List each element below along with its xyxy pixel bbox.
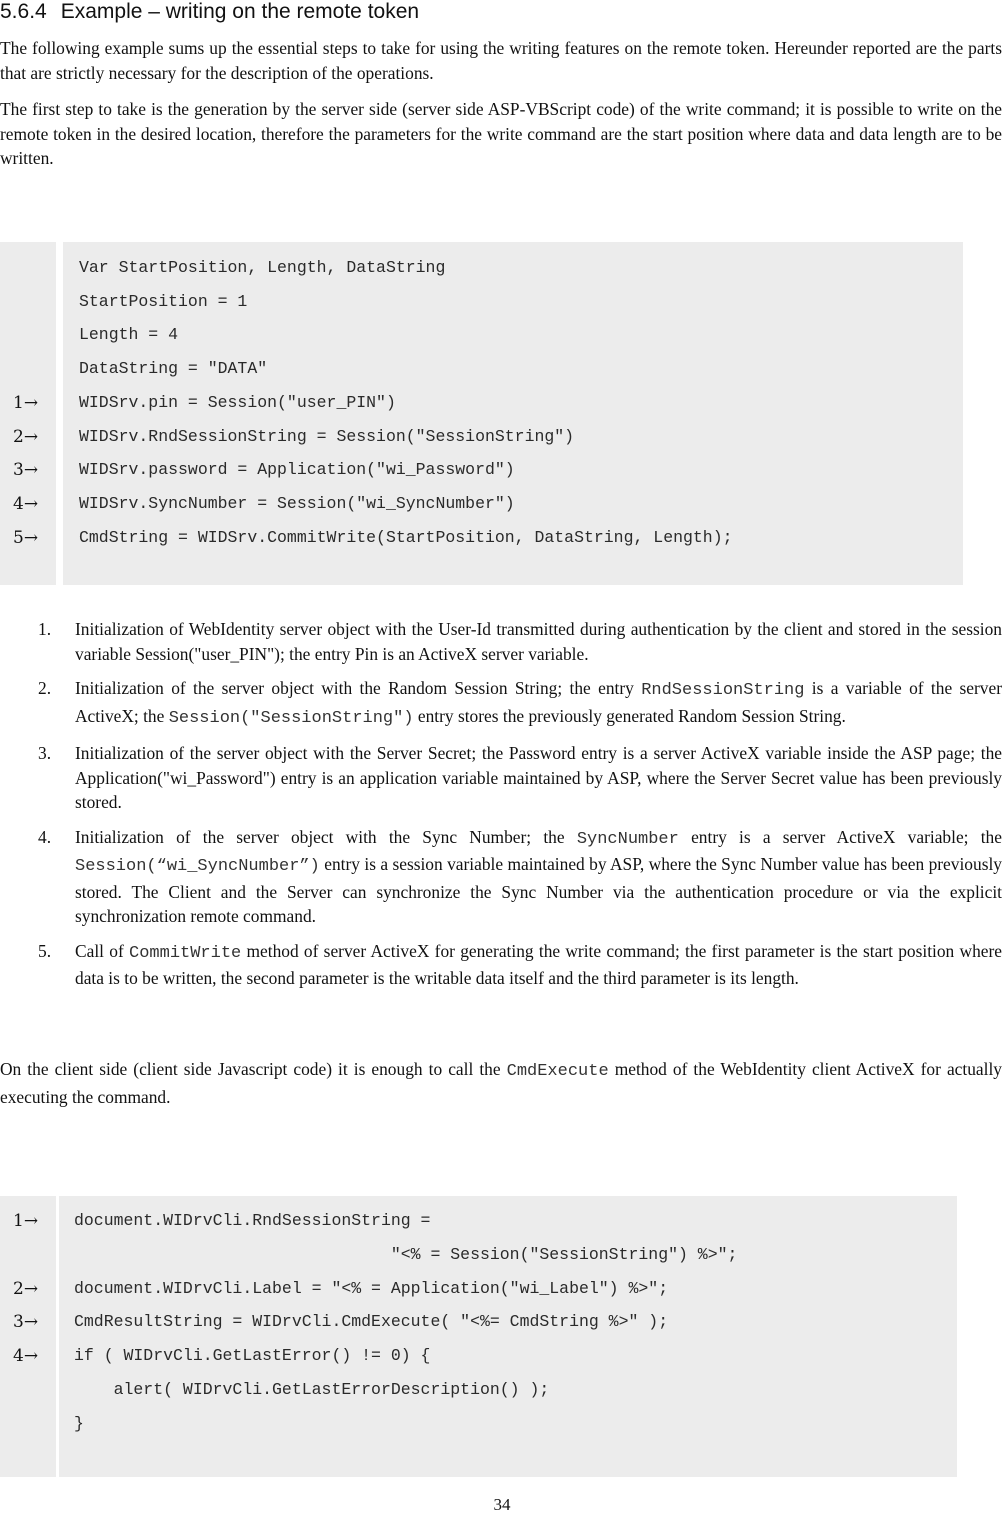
list-item-text: [75, 619, 1002, 664]
code-line: Length = 4: [79, 325, 179, 345]
client-code-gutter: [0, 1196, 56, 1477]
code-line: alert( WIDrvCli.GetLastErrorDescription() );: [74, 1380, 550, 1399]
text-run: On the client side (client side Javascript code) it is enough to call the: [0, 1059, 507, 1079]
list-item-text: [75, 743, 1002, 812]
line-marker: 3→: [13, 460, 39, 481]
list-item-text: [75, 941, 1002, 989]
step-list: [0, 617, 1002, 1001]
line-marker: 4→: [13, 1346, 39, 1367]
code-line: WIDSrv.SyncNumber = Session("wi_SyncNumber"): [79, 493, 515, 513]
text-run: entry is a session variable maintained by ASP, where the Sync Number value has been previously stored. The Client and the Server can synchronize the Sync Number via the authentication procedure or via the explicit synchronization remote command.: [75, 854, 1002, 926]
code-line: WIDSrv.RndSessionString = Session("SessionString"): [79, 426, 575, 446]
page-number: 34: [493, 1495, 511, 1514]
line-marker: 2→: [13, 1278, 39, 1299]
list-item-number: 3.: [38, 743, 52, 763]
code-line: if ( WIDrvCli.GetLastError() != 0) {: [74, 1346, 431, 1366]
code-line: Var StartPosition, Length, DataString: [79, 258, 446, 277]
client-intro-paragraph: [0, 1057, 1002, 1109]
inline-code: Session("SessionString"): [168, 708, 414, 728]
intro-paragraph-1: The following example sums up the essential steps to take for using the writing features on the remote token. Hereunder reported are the parts that are strictly necessary for the description of the operations.: [0, 38, 1002, 83]
code-line: "<% = Session("SessionString") %>";: [74, 1244, 738, 1264]
intro-paragraph-2: The first step to take is the generation by the server side (server side ASP-VBScript code) of the write command; it is possible to write on the remote token in the desired location, therefore the parameters for the write command are the start position where data and data length are to be written.: [0, 99, 1002, 168]
list-item: [0, 825, 1002, 929]
text-run: entry is a server ActiveX variable; the: [678, 826, 1002, 847]
list-item-number: 1.: [38, 619, 52, 639]
code-line: document.WIDrvCli.Label = "<% = Application("wi_Label") %>";: [74, 1278, 669, 1298]
code-line: DataString = "DATA": [79, 359, 268, 379]
code-line: }: [74, 1413, 84, 1433]
list-item-text: [75, 827, 1002, 927]
code-line: CmdString = WIDSrv.CommitWrite(StartPosition, DataString, Length);: [79, 527, 733, 547]
list-item-text: [75, 678, 1002, 726]
text-run: Initialization of the server object with the Server Secret; the Password entry is a server ActiveX variable inside the ASP page; the Application("wi_Password") entry is an application variable maintained by ASP, where the Server Secret value has been previously stored.: [75, 743, 1002, 812]
text-run: method of server ActiveX for generating the write command; the first parameter is the start position where data is to be written, the second parameter is the writable data itself and the third parameter is its length.: [75, 940, 1003, 988]
line-marker: 5→: [13, 527, 39, 548]
line-marker: 2→: [13, 426, 39, 447]
line-marker: 1→: [13, 392, 39, 413]
text-run: method of the WebIdentity client ActiveX for actually executing the command.: [0, 1059, 1002, 1107]
section-number: 5.6.4: [0, 0, 47, 23]
list-item: [0, 939, 1002, 991]
section-title: Example – writing on the remote token: [60, 0, 420, 23]
text-run: is a variable of the server ActiveX; the: [75, 678, 1003, 726]
code-line: StartPosition = 1: [79, 291, 248, 311]
inline-code: RndSessionString: [641, 681, 805, 700]
list-item-number: 4.: [38, 826, 52, 847]
text-run: Initialization of WebIdentity server object with the User-Id transmitted during authentication by the client and stored in the session variable Session("user_PIN"); the entry Pin is an ActiveX server variable.: [75, 619, 1002, 664]
inline-code: CommitWrite: [129, 943, 242, 963]
text-run: Call of: [75, 940, 130, 961]
list-item: [0, 617, 1002, 666]
code-line: document.WIDrvCli.RndSessionString =: [74, 1211, 431, 1230]
code-line: WIDSrv.password = Application("wi_Password"): [79, 460, 515, 480]
list-item: [0, 676, 1002, 731]
section-heading: [0, 0, 419, 24]
line-marker: 4→: [13, 493, 39, 514]
text-run: Initialization of the server object with the Sync Number; the: [75, 826, 577, 847]
text-run: Initialization of the server object with the Random Session String; the entry: [75, 678, 642, 698]
inline-code: CmdExecute: [506, 1062, 609, 1081]
inline-code: Session(“wi_SyncNumber”): [75, 857, 320, 876]
text-run: entry stores the previously generated Random Session String.: [413, 705, 846, 726]
code-line: CmdResultString = WIDrvCli.CmdExecute( "<%= CmdString %>" );: [74, 1312, 669, 1332]
inline-code: SyncNumber: [576, 829, 679, 849]
list-item-number: 2.: [38, 678, 52, 698]
list-item-number: 5.: [38, 940, 52, 961]
code-line: WIDSrv.pin = Session("user_PIN"): [79, 392, 396, 412]
line-marker: 3→: [13, 1312, 39, 1333]
client-code-background: [59, 1196, 957, 1477]
list-item: [0, 741, 1002, 815]
line-marker: 1→: [13, 1211, 39, 1231]
